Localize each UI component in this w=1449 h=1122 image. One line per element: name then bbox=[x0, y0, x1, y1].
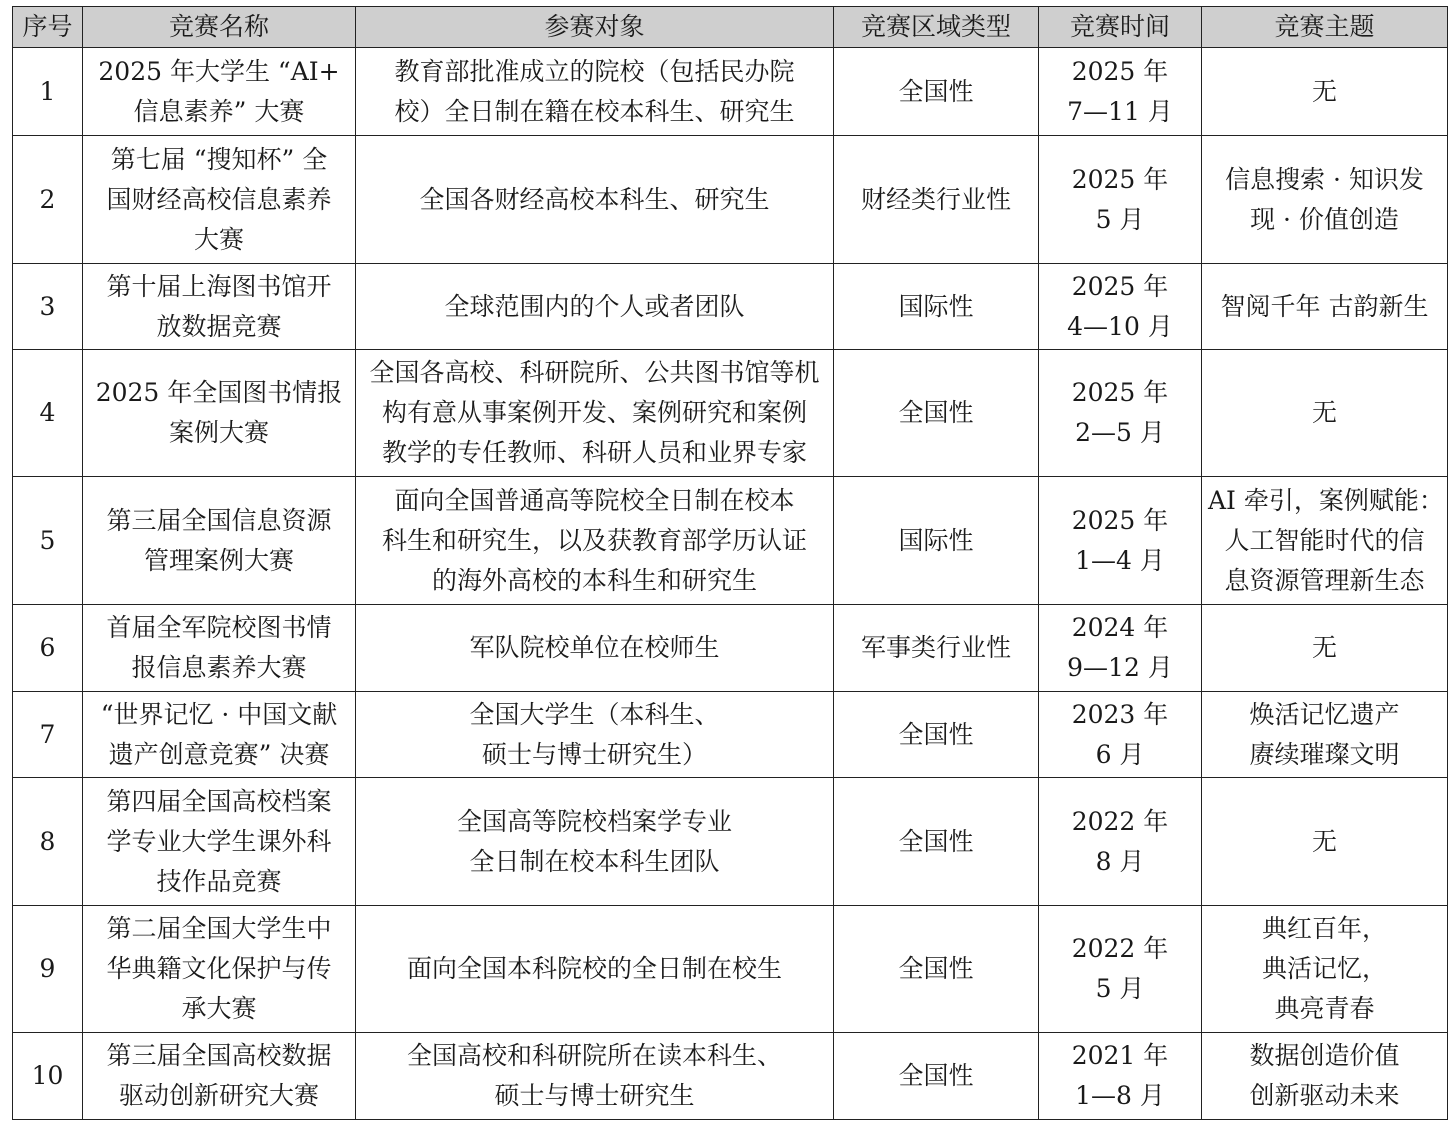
cell-line: 2022 年 bbox=[1071, 806, 1169, 836]
cell-index: 5 bbox=[13, 477, 83, 605]
cell-line: 智阅千年 古韵新生 bbox=[1220, 291, 1429, 321]
cell-line: 承大赛 bbox=[181, 994, 257, 1023]
cell-index: 7 bbox=[13, 692, 83, 778]
cell-line: 案例大赛 bbox=[168, 418, 269, 447]
cell-area-type bbox=[834, 350, 1039, 477]
cell-line: 9—12 月 bbox=[1067, 653, 1173, 682]
cell-line: 第二届全国大学生中 bbox=[106, 914, 332, 943]
cell-line: 第三届全国高校数据 bbox=[106, 1041, 332, 1070]
cell-line: 华典籍文化保护与传 bbox=[106, 954, 332, 983]
cell-line: 军队院校单位在校师生 bbox=[469, 633, 720, 662]
cell-line: 典亮青春 bbox=[1274, 994, 1375, 1023]
cell-participants bbox=[356, 264, 834, 350]
cell-index: 10 bbox=[13, 1033, 83, 1120]
table-row bbox=[13, 1033, 1448, 1120]
cell-line: 2025 年 bbox=[1071, 56, 1169, 86]
cell-competition-name bbox=[83, 350, 356, 477]
cell-line: 放数据竞赛 bbox=[156, 311, 282, 341]
cell-competition-name bbox=[83, 48, 356, 136]
cell-participants bbox=[356, 477, 834, 605]
cell-line: 2023 年 bbox=[1071, 699, 1169, 729]
table-row bbox=[13, 778, 1448, 906]
cell-competition-name bbox=[83, 906, 356, 1033]
cell-line: “世界记忆 · 中国文献 bbox=[100, 699, 338, 729]
cell-line: 构有意从事案例开发、案例研究和案例 bbox=[381, 398, 807, 427]
cell-line: 2025 年 bbox=[1071, 271, 1169, 301]
cell-time bbox=[1039, 264, 1202, 350]
cell-line: 全国性 bbox=[898, 954, 974, 983]
cell-index: 8 bbox=[13, 778, 83, 906]
cell-line: 科生和研究生，以及获教育部学历认证 bbox=[381, 525, 807, 555]
cell-line: 2021 年 bbox=[1071, 1041, 1169, 1070]
cell-line: 典活记忆， bbox=[1261, 954, 1387, 983]
cell-time bbox=[1039, 906, 1202, 1033]
cell-line: 无 bbox=[1311, 398, 1337, 427]
cell-theme bbox=[1202, 264, 1448, 350]
cell-area-type bbox=[834, 477, 1039, 605]
cell-line: 焕活记忆遗产 bbox=[1249, 699, 1400, 729]
cell-line: 信息素养” 大赛 bbox=[133, 96, 305, 126]
cell-line: 教学的专任教师、科研人员和业界专家 bbox=[381, 438, 807, 467]
cell-line: 1—8 月 bbox=[1075, 1081, 1165, 1110]
cell-line: 面向全国本科院校的全日制在校生 bbox=[406, 954, 782, 983]
cell-area-type bbox=[834, 48, 1039, 136]
cell-line: 人工智能时代的信 bbox=[1224, 525, 1425, 555]
cell-participants bbox=[356, 48, 834, 136]
cell-line: 大赛 bbox=[193, 224, 244, 254]
cell-line: 息资源管理新生态 bbox=[1224, 565, 1425, 595]
cell-line: 典红百年， bbox=[1261, 914, 1387, 943]
cell-line: 的海外高校的本科生和研究生 bbox=[431, 565, 757, 595]
cell-competition-name bbox=[83, 136, 356, 264]
cell-line: 8 月 bbox=[1095, 846, 1145, 876]
header-row bbox=[13, 7, 1448, 48]
cell-line: 国财经高校信息素养 bbox=[106, 184, 332, 214]
table-row bbox=[13, 48, 1448, 136]
cell-index: 1 bbox=[13, 48, 83, 136]
cell-line: 第七届 “搜知杯” 全 bbox=[110, 144, 328, 174]
cell-line: 2024 年 bbox=[1071, 613, 1169, 642]
cell-line: 信息搜索 · 知识发 bbox=[1225, 164, 1424, 194]
cell-line: 第十届上海图书馆开 bbox=[106, 271, 332, 301]
header-time: 竞赛时间 bbox=[1039, 7, 1202, 48]
header-name: 竞赛名称 bbox=[83, 7, 356, 48]
cell-theme bbox=[1202, 605, 1448, 692]
cell-time bbox=[1039, 605, 1202, 692]
cell-time bbox=[1039, 1033, 1202, 1120]
cell-participants bbox=[356, 778, 834, 906]
cell-line: 5 月 bbox=[1095, 974, 1145, 1003]
cell-participants bbox=[356, 136, 834, 264]
cell-competition-name bbox=[83, 1033, 356, 1120]
cell-line: 硕士与博士研究生） bbox=[481, 739, 707, 769]
cell-line: 2—5 月 bbox=[1075, 418, 1165, 447]
cell-competition-name bbox=[83, 605, 356, 692]
cell-index: 2 bbox=[13, 136, 83, 264]
cell-line: 遗产创意竞赛” 决赛 bbox=[108, 739, 330, 769]
cell-line: 学专业大学生课外科 bbox=[106, 826, 332, 856]
cell-line: 全国大学生（本科生、 bbox=[469, 699, 720, 729]
cell-index: 3 bbox=[13, 264, 83, 350]
cell-line: 6 月 bbox=[1095, 739, 1145, 769]
table-row bbox=[13, 264, 1448, 350]
cell-theme bbox=[1202, 1033, 1448, 1120]
header-index: 序号 bbox=[13, 7, 83, 48]
cell-line: 2025 年大学生 “AI+ bbox=[98, 56, 340, 86]
cell-theme bbox=[1202, 350, 1448, 477]
cell-area-type bbox=[834, 906, 1039, 1033]
cell-time bbox=[1039, 477, 1202, 605]
cell-line: 无 bbox=[1311, 633, 1337, 662]
cell-line: 校）全日制在籍在校本科生、研究生 bbox=[394, 96, 795, 126]
cell-line: 5 月 bbox=[1095, 204, 1145, 234]
cell-line: 赓续璀璨文明 bbox=[1249, 739, 1400, 769]
cell-area-type bbox=[834, 605, 1039, 692]
cell-theme bbox=[1202, 48, 1448, 136]
cell-line: 管理案例大赛 bbox=[143, 545, 294, 575]
cell-theme bbox=[1202, 136, 1448, 264]
cell-participants bbox=[356, 1033, 834, 1120]
table-row bbox=[13, 136, 1448, 264]
cell-competition-name bbox=[83, 692, 356, 778]
cell-participants bbox=[356, 605, 834, 692]
cell-index: 6 bbox=[13, 605, 83, 692]
table-row bbox=[13, 906, 1448, 1033]
cell-line: 第四届全国高校档案 bbox=[106, 786, 332, 816]
cell-line: 数据创造价值 bbox=[1249, 1041, 1400, 1070]
table-row bbox=[13, 605, 1448, 692]
cell-line: 全国性 bbox=[898, 1061, 974, 1090]
cell-participants bbox=[356, 350, 834, 477]
cell-competition-name bbox=[83, 264, 356, 350]
cell-line: 财经类行业性 bbox=[860, 184, 1011, 214]
cell-area-type bbox=[834, 692, 1039, 778]
cell-time bbox=[1039, 778, 1202, 906]
cell-line: 全国高等院校档案学专业 bbox=[456, 806, 732, 836]
competition-table bbox=[12, 6, 1448, 1120]
header-theme: 竞赛主题 bbox=[1202, 7, 1448, 48]
cell-line: 2025 年 bbox=[1071, 378, 1169, 407]
cell-line: 面向全国普通高等院校全日制在校本 bbox=[394, 485, 795, 515]
cell-line: 创新驱动未来 bbox=[1249, 1081, 1400, 1110]
cell-theme bbox=[1202, 692, 1448, 778]
cell-line: 首届全军院校图书情 bbox=[106, 613, 332, 642]
cell-line: 2025 年 bbox=[1071, 505, 1169, 535]
cell-line: 全国高校和科研院所在读本科生、 bbox=[406, 1041, 782, 1070]
cell-line: 2025 年 bbox=[1071, 164, 1169, 194]
cell-theme bbox=[1202, 906, 1448, 1033]
table-header bbox=[13, 7, 1448, 48]
cell-area-type bbox=[834, 778, 1039, 906]
cell-line: 7—11 月 bbox=[1067, 96, 1173, 126]
cell-line: 无 bbox=[1311, 826, 1337, 856]
cell-line: 全国各高校、科研院所、公共图书馆等机 bbox=[369, 358, 820, 387]
cell-index: 9 bbox=[13, 906, 83, 1033]
cell-line: 驱动创新研究大赛 bbox=[118, 1081, 319, 1110]
table-row bbox=[13, 350, 1448, 477]
cell-theme bbox=[1202, 477, 1448, 605]
table-row bbox=[13, 477, 1448, 605]
cell-theme bbox=[1202, 778, 1448, 906]
cell-line: 2025 年全国图书情报 bbox=[95, 378, 343, 407]
header-participants: 参赛对象 bbox=[356, 7, 834, 48]
cell-line: 教育部批准成立的院校（包括民办院 bbox=[394, 56, 795, 86]
cell-line: 报信息素养大赛 bbox=[131, 653, 307, 682]
cell-area-type bbox=[834, 264, 1039, 350]
table-body bbox=[13, 48, 1448, 1120]
cell-line: 全日制在校本科生团队 bbox=[469, 846, 720, 876]
cell-area-type bbox=[834, 136, 1039, 264]
cell-line: 全国性 bbox=[898, 398, 974, 427]
cell-line: 技作品竞赛 bbox=[156, 866, 282, 896]
cell-area-type bbox=[834, 1033, 1039, 1120]
cell-line: 4—10 月 bbox=[1067, 311, 1173, 341]
cell-line: AI 牵引，案例赋能： bbox=[1208, 485, 1444, 515]
cell-line: 全国各财经高校本科生、研究生 bbox=[419, 184, 770, 214]
cell-competition-name bbox=[83, 477, 356, 605]
cell-line: 无 bbox=[1311, 76, 1337, 106]
header-area: 竞赛区域类型 bbox=[834, 7, 1039, 48]
cell-time bbox=[1039, 48, 1202, 136]
cell-index: 4 bbox=[13, 350, 83, 477]
cell-competition-name bbox=[83, 778, 356, 906]
cell-time bbox=[1039, 350, 1202, 477]
cell-participants bbox=[356, 692, 834, 778]
cell-line: 现 · 价值创造 bbox=[1250, 204, 1399, 234]
cell-line: 全国性 bbox=[898, 719, 974, 749]
cell-line: 军事类行业性 bbox=[860, 633, 1011, 662]
cell-line: 国际性 bbox=[898, 291, 974, 321]
cell-line: 全球范围内的个人或者团队 bbox=[444, 291, 745, 321]
cell-line: 全国性 bbox=[898, 826, 974, 856]
cell-time bbox=[1039, 692, 1202, 778]
table-row bbox=[13, 692, 1448, 778]
cell-line: 2022 年 bbox=[1071, 934, 1169, 963]
cell-line: 第三届全国信息资源 bbox=[106, 505, 332, 535]
cell-time bbox=[1039, 136, 1202, 264]
cell-participants bbox=[356, 906, 834, 1033]
cell-line: 全国性 bbox=[898, 76, 974, 106]
cell-line: 国际性 bbox=[898, 525, 974, 555]
cell-line: 硕士与博士研究生 bbox=[494, 1081, 695, 1110]
cell-line: 1—4 月 bbox=[1075, 545, 1165, 575]
